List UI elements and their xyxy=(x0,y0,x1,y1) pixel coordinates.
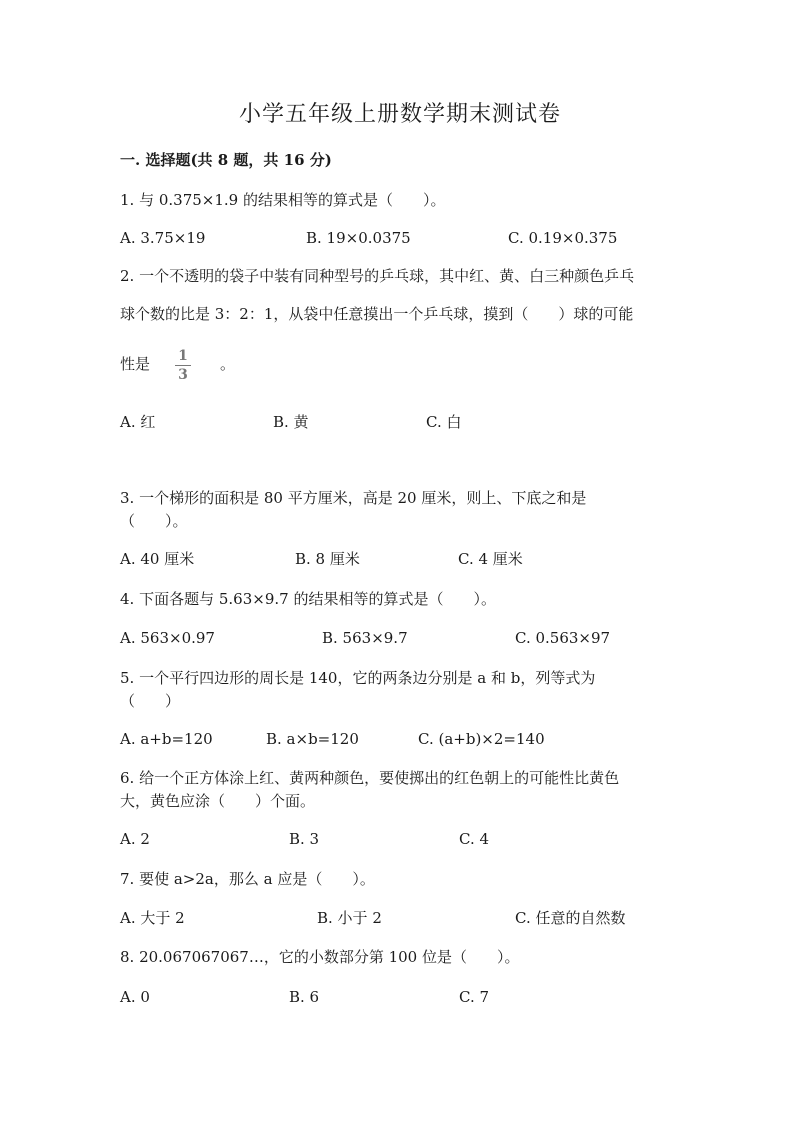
question-7-text: 7. 要使 a>2a，那么 a 应是（ ）。 xyxy=(120,870,375,888)
question-2-option-b[interactable]: B. 黄 xyxy=(273,413,309,431)
question-6-option-c[interactable]: C. 4 xyxy=(459,830,490,848)
question-5-text-line-2: （ ） xyxy=(120,692,181,710)
question-8-text: 8. 20.067067067…，它的小数部分第 100 位是（ ）。 xyxy=(120,948,520,966)
question-4-option-c[interactable]: C. 0.563×97 xyxy=(515,629,611,647)
probability-fraction xyxy=(175,348,191,383)
question-4-option-b[interactable]: B. 563×9.7 xyxy=(322,629,408,647)
fraction-bar xyxy=(175,365,191,366)
question-8-option-a[interactable]: A. 0 xyxy=(120,988,150,1006)
question-8-option-b[interactable]: B. 6 xyxy=(289,988,320,1006)
question-7-option-c[interactable]: C. 任意的自然数 xyxy=(515,909,626,927)
question-2-option-c[interactable]: C. 白 xyxy=(426,413,462,431)
question-7-option-b[interactable]: B. 小于 2 xyxy=(317,909,382,927)
question-5-option-b[interactable]: B. a×b=120 xyxy=(266,730,359,748)
question-1-option-c[interactable]: C. 0.19×0.375 xyxy=(508,229,618,247)
question-2-text-line-2: 球个数的比是 3：2：1，从袋中任意摸出一个乒乓球，摸到（ ）球的可能 xyxy=(120,305,634,323)
question-7-option-a[interactable]: A. 大于 2 xyxy=(120,909,185,927)
question-3-text-line-1: 3. 一个梯形的面积是 80 平方厘米，高是 20 厘米，则上、下底之和是 xyxy=(120,489,587,507)
fraction-denominator: 3 xyxy=(178,367,188,383)
question-3-option-b[interactable]: B. 8 厘米 xyxy=(295,550,360,568)
question-6-text-line-2: 大，黄色应涂（ ）个面。 xyxy=(120,792,316,810)
page-title: 小学五年级上册数学期末测试卷 xyxy=(238,102,561,127)
question-3-option-c[interactable]: C. 4 厘米 xyxy=(458,550,523,568)
question-4-text: 4. 下面各题与 5.63×9.7 的结果相等的算式是（ ）。 xyxy=(120,590,496,608)
question-2-text-line-1: 2. 一个不透明的袋子中装有同种型号的乒乓球，其中红、黄、白三种颜色乒乓 xyxy=(120,267,635,285)
question-5-option-a[interactable]: A. a+b=120 xyxy=(120,730,213,748)
question-4-option-a[interactable]: A. 563×0.97 xyxy=(120,629,215,647)
question-3-text-line-2: （ ）。 xyxy=(120,512,188,530)
question-1-option-b[interactable]: B. 19×0.0375 xyxy=(306,229,411,247)
question-1-text: 1. 与 0.375×1.9 的结果相等的算式是（ ）。 xyxy=(120,191,446,209)
question-1-option-a[interactable]: A. 3.75×19 xyxy=(120,229,206,247)
question-2-text-period: 。 xyxy=(220,355,236,373)
question-6-text-line-1: 6. 给一个正方体涂上红、黄两种颜色，要使掷出的红色朝上的可能性比黄色 xyxy=(120,769,620,787)
question-6-option-a[interactable]: A. 2 xyxy=(120,830,150,848)
question-2-option-a[interactable]: A. 红 xyxy=(120,413,156,431)
fraction-numerator: 1 xyxy=(178,348,188,364)
question-5-option-c[interactable]: C. (a+b)×2=140 xyxy=(418,730,545,748)
question-2-text-line-3: 性是 xyxy=(120,355,151,373)
section-heading: 一. 选择题(共 8 题，共 16 分) xyxy=(120,151,332,169)
question-8-option-c[interactable]: C. 7 xyxy=(459,988,490,1006)
question-3-option-a[interactable]: A. 40 厘米 xyxy=(120,550,195,568)
question-6-option-b[interactable]: B. 3 xyxy=(289,830,320,848)
question-5-text-line-1: 5. 一个平行四边形的周长是 140，它的两条边分别是 a 和 b，列等式为 xyxy=(120,669,596,687)
